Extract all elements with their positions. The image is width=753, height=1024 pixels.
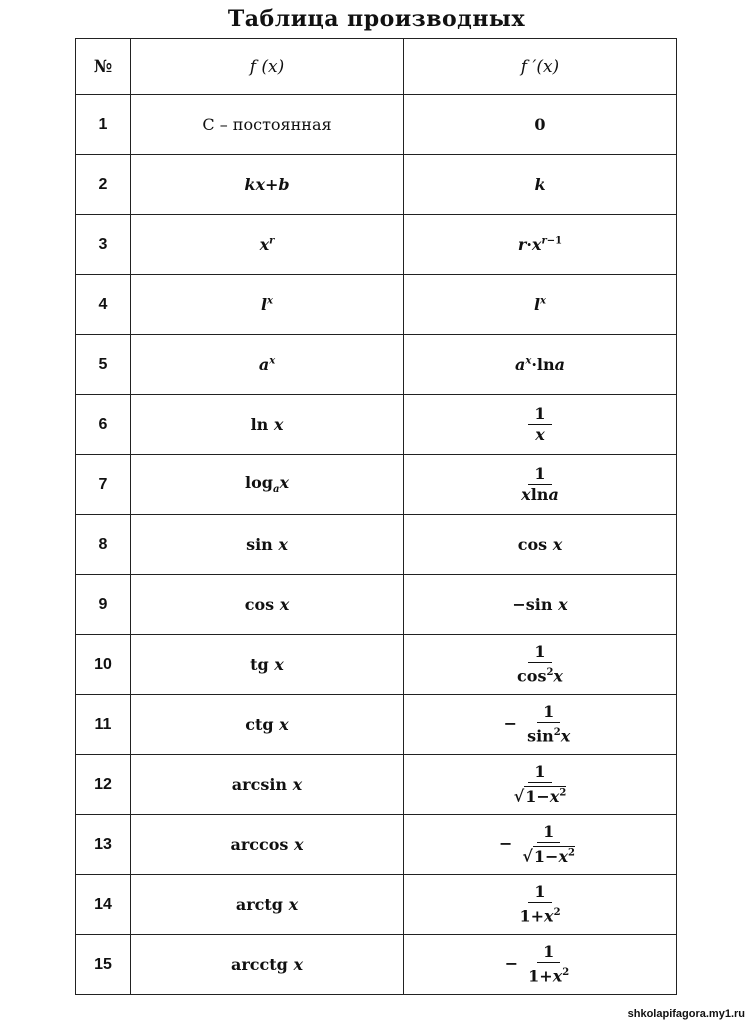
table-row — [76, 95, 677, 155]
page-title: Таблица производных — [227, 6, 526, 32]
header-number: № — [76, 39, 131, 95]
derivative-cell: $r\cdot x^{r-1}$ — [404, 215, 677, 275]
derivative-cell: − $\frac{1}{1+x^2}$ — [404, 935, 677, 995]
table-row — [76, 395, 677, 455]
constant-label: C – постоянная — [202, 115, 332, 134]
table-row — [76, 455, 677, 515]
fraction: $\frac{1}{√1-x^2}$ — [522, 822, 575, 866]
derivative-cell: $a^x\cdot\ln a$ — [404, 335, 677, 395]
function-cell: sin x — [131, 515, 404, 575]
row-number: 8 — [76, 515, 131, 575]
row-number: 12 — [76, 755, 131, 815]
row-number: 2 — [76, 155, 131, 215]
function-cell: arccos x — [131, 815, 404, 875]
table-row — [76, 875, 677, 935]
table-row — [76, 935, 677, 995]
function-cell: cos x — [131, 575, 404, 635]
derivative-cell: −sin x — [404, 575, 677, 635]
row-number: 4 — [76, 275, 131, 335]
table-row — [76, 515, 677, 575]
row-number: 11 — [76, 695, 131, 755]
row-number: 13 — [76, 815, 131, 875]
header-derivative: f ′(x) — [404, 39, 677, 95]
derivative-cell — [404, 875, 677, 935]
table-header-row — [76, 39, 677, 95]
row-number: 14 — [76, 875, 131, 935]
fraction: $\frac{1}{x}$ — [528, 405, 551, 444]
fraction: $\frac{1}{√1-x^2}$ — [513, 762, 567, 806]
function-cell: $a^x$ — [131, 335, 404, 395]
derivative-cell — [404, 455, 677, 515]
derivative-cell: − $\frac{1}{\sin^2x}$ — [404, 695, 677, 755]
function-cell — [131, 95, 404, 155]
function-cell: arctg x — [131, 875, 404, 935]
function-cell: arcsin x — [131, 755, 404, 815]
derivative-cell: $l^x$ — [404, 275, 677, 335]
row-number: 5 — [76, 335, 131, 395]
derivative-cell — [404, 635, 677, 695]
row-number: 1 — [76, 95, 131, 155]
table-row — [76, 815, 677, 875]
table-row — [76, 575, 677, 635]
derivative-cell: − $\frac{1}{√1-x^2}$ — [404, 815, 677, 875]
row-number: 7 — [76, 455, 131, 515]
fraction: $\frac{1}{1+x^2}$ — [528, 942, 570, 986]
derivative-cell: cos x — [404, 515, 677, 575]
function-cell: kx+b — [131, 155, 404, 215]
fraction: $\frac{1}{\cos^2x}$ — [517, 642, 563, 686]
function-cell: $x^r$ — [131, 215, 404, 275]
header-function: f (x) — [131, 39, 404, 95]
function-cell: ctg x — [131, 695, 404, 755]
row-number: 10 — [76, 635, 131, 695]
row-number: 3 — [76, 215, 131, 275]
row-number: 15 — [76, 935, 131, 995]
derivative-cell — [404, 395, 677, 455]
table-row — [76, 335, 677, 395]
derivative-cell — [404, 755, 677, 815]
row-number: 6 — [76, 395, 131, 455]
fraction: $\frac{1}{1+x^2}$ — [519, 882, 561, 926]
derivative-cell — [404, 95, 677, 155]
function-cell: arcctg x — [131, 935, 404, 995]
derivatives-table — [75, 38, 677, 995]
table-row — [76, 275, 677, 335]
table-row — [76, 635, 677, 695]
table-row — [76, 695, 677, 755]
function-cell: ln x — [131, 395, 404, 455]
derivative-cell: k — [404, 155, 677, 215]
table-row — [76, 215, 677, 275]
function-cell: $\log_ax$ — [131, 455, 404, 515]
fraction: $\frac{1}{xlna}$ — [521, 464, 559, 504]
table-row — [76, 755, 677, 815]
source-watermark: shkolapifagora.my1.ru — [627, 1008, 745, 1020]
function-cell: $l^x$ — [131, 275, 404, 335]
zero-value: 0 — [534, 115, 546, 134]
table-row — [76, 155, 677, 215]
fraction: $\frac{1}{\sin^2x}$ — [527, 702, 571, 746]
row-number: 9 — [76, 575, 131, 635]
function-cell: tg x — [131, 635, 404, 695]
